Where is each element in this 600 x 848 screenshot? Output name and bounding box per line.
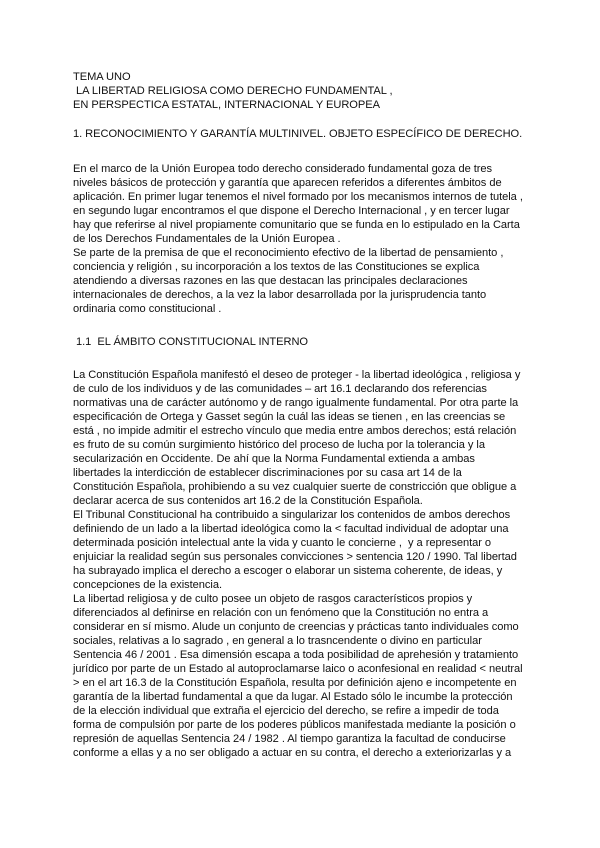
paragraph-line: ha subrayado implica el derecho a escoger o elaborar un sistema coherente, de ideas, y [73,565,503,577]
paragraph-line: de culo de los individuos y de las comunidades – art 16.1 declarando dos referencias [73,383,487,395]
paragraph-line: niveles básicos de protección y garantía que aparecen referidos a diferentes ámbitos de [73,177,502,189]
paragraph-line: está , no impide admitir el estrecho vínculo que media entre ambos derechos; está relación [73,425,517,437]
paragraph-line: Sentencia 46 / 2001 . Esa dimensión escapa a toda posibilidad de aprehesión y tratamiento [73,649,519,661]
paragraph-line: conforme a ellas y a no ser obligado a actuar en su contra, el derecho a exteriorizarlas y a [73,747,512,759]
paragraph-line: concepciones de la existencia. [73,579,222,591]
paragraph-line: internacionales de derechos, a la vez la labor desarrollada por la jurisprudencia tanto [73,289,487,301]
paragraph-line: La Constitución Española manifestó el deseo de proteger - la libertad ideológica , religiosa y [73,369,521,381]
paragraph-line: hay que referirse al nivel propiamente comunitario que se funda en lo estipulado en la Carta [73,219,520,231]
paragraph-line: La libertad religiosa y de culto posee un objeto de rasgos característicos propios y [73,593,473,605]
paragraph-line: de la elección individual que extraña el ejercicio del derecho, se refire a impedir de toda [73,705,499,717]
paragraph-line: forma de compulsión por parte de los poderes públicos manifestada mediante la posición o [73,719,516,731]
section-heading: 1. RECONOCIMIENTO Y GARANTÍA MULTINIVEL. OBJETO ESPECÍFICO DE DERECHO. [73,128,523,140]
paragraph-line: Constitución Española, prohibiendo a su vez cualquier suerte de constricción que obligue a [73,481,517,493]
paragraph-line: En el marco de la Unión Europea todo derecho considerado fundamental goza de tres [73,163,493,175]
title-main: LA LIBERTAD RELIGIOSA COMO DERECHO FUNDAMENTAL , [73,85,393,97]
paragraph-line: jurídico por parte de un Estado al autoproclamarse laico o aconfesional en realidad < neutral [73,663,523,675]
paragraph-line: de los Derechos Fundamentales de la Unión Europea . [73,233,341,245]
paragraph-line: El Tribunal Constitucional ha contribuido a singularizar los contenidos de ambos derechos [73,509,511,521]
paragraph-line: es fruto de su común surgimiento histórico del proceso de lucha por la tolerancia y la [73,439,485,451]
paragraph-line: determinada posición intelectual ante la vida y cuanto le concierne , y a representar o [73,537,492,549]
paragraph-line: normativas una de carácter autónomo y de rango igualmente fundamental. Por otra parte la [73,397,519,409]
paragraph-line: ordinaria como constitucional . [73,303,222,315]
paragraph-line: en segundo lugar encontramos el que dispone el Derecho Internacional , y en tercer lugar [73,205,510,217]
paragraph-line: > en el art 16.3 de la Constitución Española, resulta por definición ajeno e incompetente en [73,677,517,689]
paragraph-line: conciencia y religión , su incorporación a los textos de las Constituciones se explica [73,261,480,273]
paragraph-line: enjuiciar la realidad según sus personales convicciones > sentencia 120 / 1990. Tal libertad [73,551,517,563]
paragraph-line: diferenciados al definirse en relación con un fenómeno que la Constitución no entra a [73,607,489,619]
paragraph-line: represión de aquellas Sentencia 24 / 1982 . Al tiempo garantiza la facultad de conducirse [73,733,506,745]
paragraph-line: declarar acerca de sus contenidos art 16.2 de la Constitución Española. [73,495,423,507]
paragraph-line: secularización en Occidente. De ahí que la Norma Fundamental extienda a ambas [73,453,475,465]
paragraph-line: considerar en sí mismo. Alude un conjunto de creencias y prácticas tanto individuales como [73,621,519,633]
paragraph-line: sociales, relativas a lo sagrado , en general a lo trasncendente o divino en particular [73,635,482,647]
subsection-heading: 1.1 EL ÁMBITO CONSTITUCIONAL INTERNO [73,336,309,348]
paragraph-line: definiendo de un lado a la libertad ideológica como la < facultad individual de adoptar una [73,523,509,535]
title-sub: EN PERSPECTICA ESTATAL, INTERNACIONAL Y EUROPEA [73,99,380,111]
title-tema: TEMA UNO [73,71,131,83]
paragraph-line: atendiendo a diversas razones en las que destacan las principales declaraciones [73,275,468,287]
paragraph-line: especificación de Ortega y Gasset según la cuál las ideas se tienen , en las creencias se [73,411,506,423]
paragraph-line: garantía de la libertad fundamental a que da lugar. Al Estado sólo le incumbe la protección [73,691,513,703]
paragraph-line: libertades la interdicción de establecer discriminaciones por su casa art 14 de la [73,467,462,479]
paragraph-line: aplicación. En primer lugar tenemos el nivel formado por los mecanismos internos de tutela , [73,191,523,203]
paragraph-line: Se parte de la premisa de que el reconocimiento efectivo de la libertad de pensamiento , [73,247,504,259]
